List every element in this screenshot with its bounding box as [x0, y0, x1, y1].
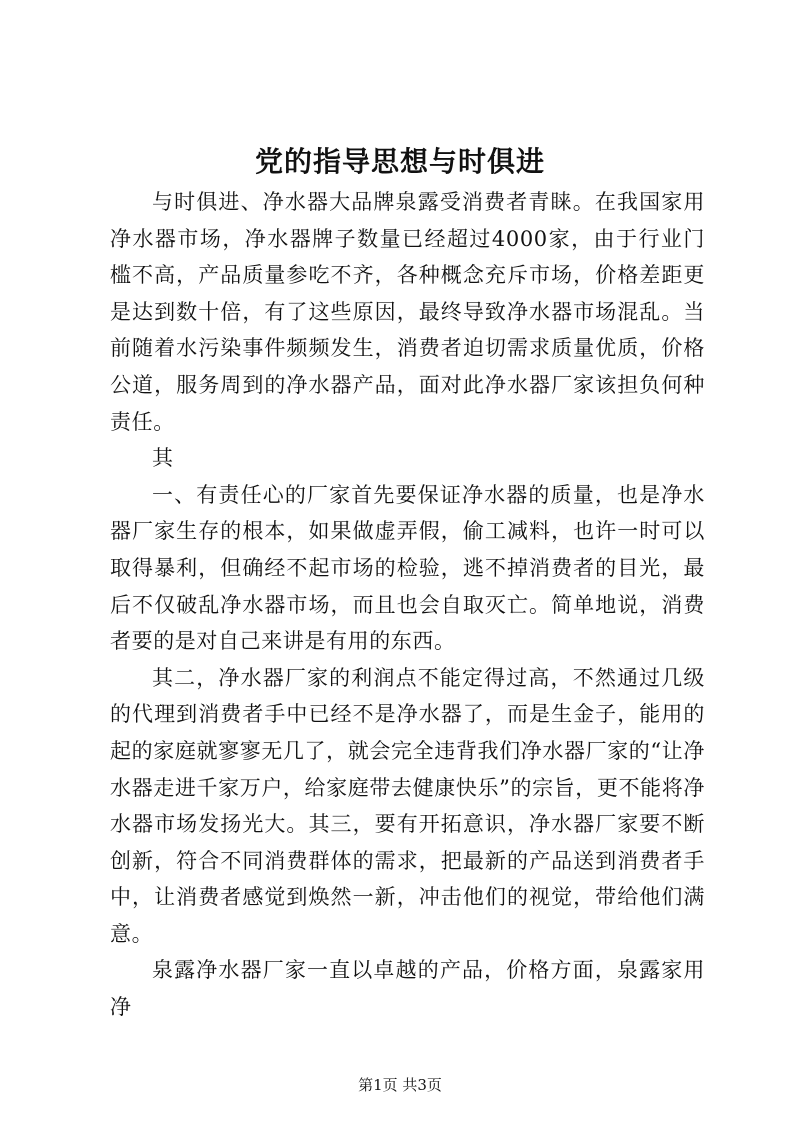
document-body [110, 184, 705, 1026]
paragraph-fragment: 其 [152, 446, 174, 471]
paragraph-point-one: 一、有责任心的厂家首先要保证净水器的质量，也是净水器厂家生存的根本，如果做虚弄假，偷工减料，也许一时可以取得暴利，但确经不起市场的检验，逃不掉消费者的目光，最后不仅破乱净水器市场，而且也会自取灭亡。简单地说，消费者要的是对自己来讲是有用的东西。 [110, 482, 705, 654]
page-footer: 第1页 共3页 [358, 1076, 442, 1094]
paragraph-quanlu: 泉露净水器厂家一直以卓越的产品，价格方面，泉露家用净 [110, 958, 705, 1020]
document-title: 党的指导思想与时俱进 [254, 145, 545, 178]
paragraph-point-two-three: 其二，净水器厂家的利润点不能定得过高，不然通过几级的代理到消费者手中已经不是净水器了，而是生金子，能用的起的家庭就寥寥无几了，就会完全违背我们净水器厂家的“让净水器走进千家万户，给家庭带去健康快乐”的宗旨，更不能将净水器市场发扬光大。其三，要有开拓意识，净水器厂家要不断创新，符合不同消费群体的需求，把最新的产品送到消费者手中，让消费者感觉到焕然一新，冲击他们的视觉，带给他们满意。 [110, 665, 705, 946]
paragraph-intro: 与时俱进、净水器大品牌泉露受消费者青睐。在我国家用净水器市场，净水器牌子数量已经超过4000家，由于行业门槛不高，产品质量参吃不齐，各种概念充斥市场，价格差距更是达到数十倍，有了这些原因，最终导致净水器市场混乱。当前随着水污染事件频频发生，消费者迫切需求质量优质，价格公道，服务周到的净水器产品，面对此净水器厂家该担负何种责任。 [110, 190, 705, 434]
